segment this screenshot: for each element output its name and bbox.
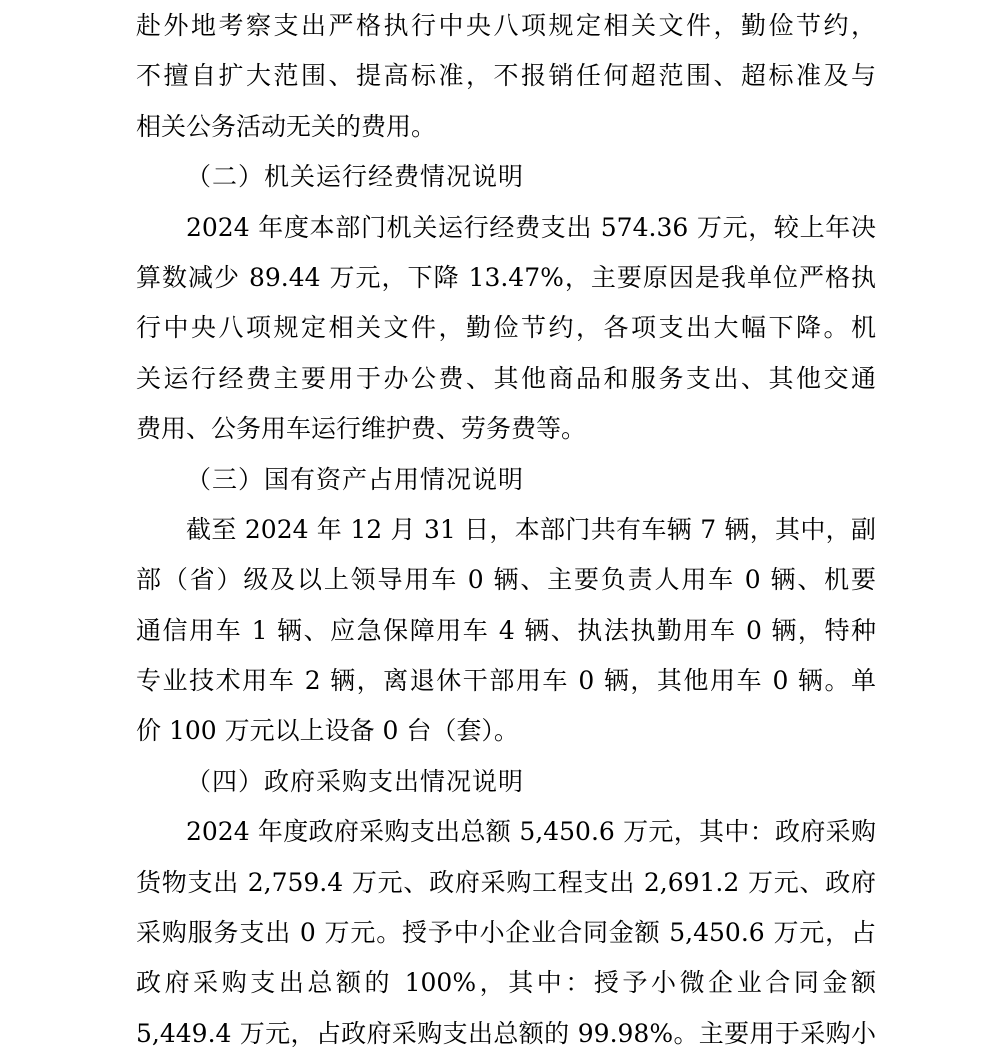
- text-line: 算数减少 89.44 万元，下降 13.47%，主要原因是我单位严格执: [136, 262, 876, 292]
- text-line: 2024 年度本部门机关运行经费支出 574.36 万元，较上年决: [186, 212, 876, 242]
- text-line: 不擅自扩大范围、提高标准，不报销任何超范围、超标准及与: [136, 61, 876, 91]
- section-heading-government-procurement: （四）政府采购支出情况说明: [186, 766, 525, 796]
- paragraph-state-assets: [136, 505, 876, 757]
- document-page: [136, 0, 876, 1059]
- paragraph-travel-expenses: [136, 1, 876, 152]
- text-line: 专业技术用车 2 辆，离退休干部用车 0 辆，其他用车 0 辆。单: [136, 666, 876, 696]
- text-line: 5,449.4 万元，占政府采购支出总额的 99.98%。主要用于采购小: [136, 1018, 876, 1048]
- text-line: 赴外地考察支出严格执行中央八项规定相关文件，勤俭节约，: [136, 11, 876, 40]
- text-line: 价 100 万元以上设备 0 台（套）。: [136, 716, 519, 746]
- text-line: 截至 2024 年 12 月 31 日，本部门共有车辆 7 辆，其中，副: [186, 514, 876, 544]
- section-heading-operating-expenses: （二）机关运行经费情况说明: [186, 162, 525, 192]
- text-line: 费用、公务用车运行维护费、劳务费等。: [136, 414, 587, 444]
- section-heading-state-assets: （三）国有资产占用情况说明: [186, 464, 525, 494]
- text-line: 采购服务支出 0 万元。授予中小企业合同金额 5,450.6 万元，占: [136, 918, 876, 948]
- paragraph-government-procurement: [136, 807, 876, 1059]
- text-line: 关运行经费主要用于办公费、其他商品和服务支出、其他交通: [136, 363, 876, 393]
- text-line: 2024 年度政府采购支出总额 5,450.6 万元，其中：政府采购: [186, 817, 876, 847]
- text-line: 政府采购支出总额的 100%，其中：授予小微企业合同金额: [136, 968, 876, 998]
- text-line: 行中央八项规定相关文件，勤俭节约，各项支出大幅下降。机: [136, 313, 876, 343]
- paragraph-operating-expenses: [136, 203, 876, 455]
- text-line: 部（省）级及以上领导用车 0 辆、主要负责人用车 0 辆、机要: [136, 565, 876, 595]
- text-line: 通信用车 1 辆、应急保障用车 4 辆、执法执勤用车 0 辆，特种: [136, 615, 876, 645]
- text-line: 货物支出 2,759.4 万元、政府采购工程支出 2,691.2 万元、政府: [136, 867, 876, 897]
- text-line: 相关公务活动无关的费用。: [136, 111, 437, 141]
